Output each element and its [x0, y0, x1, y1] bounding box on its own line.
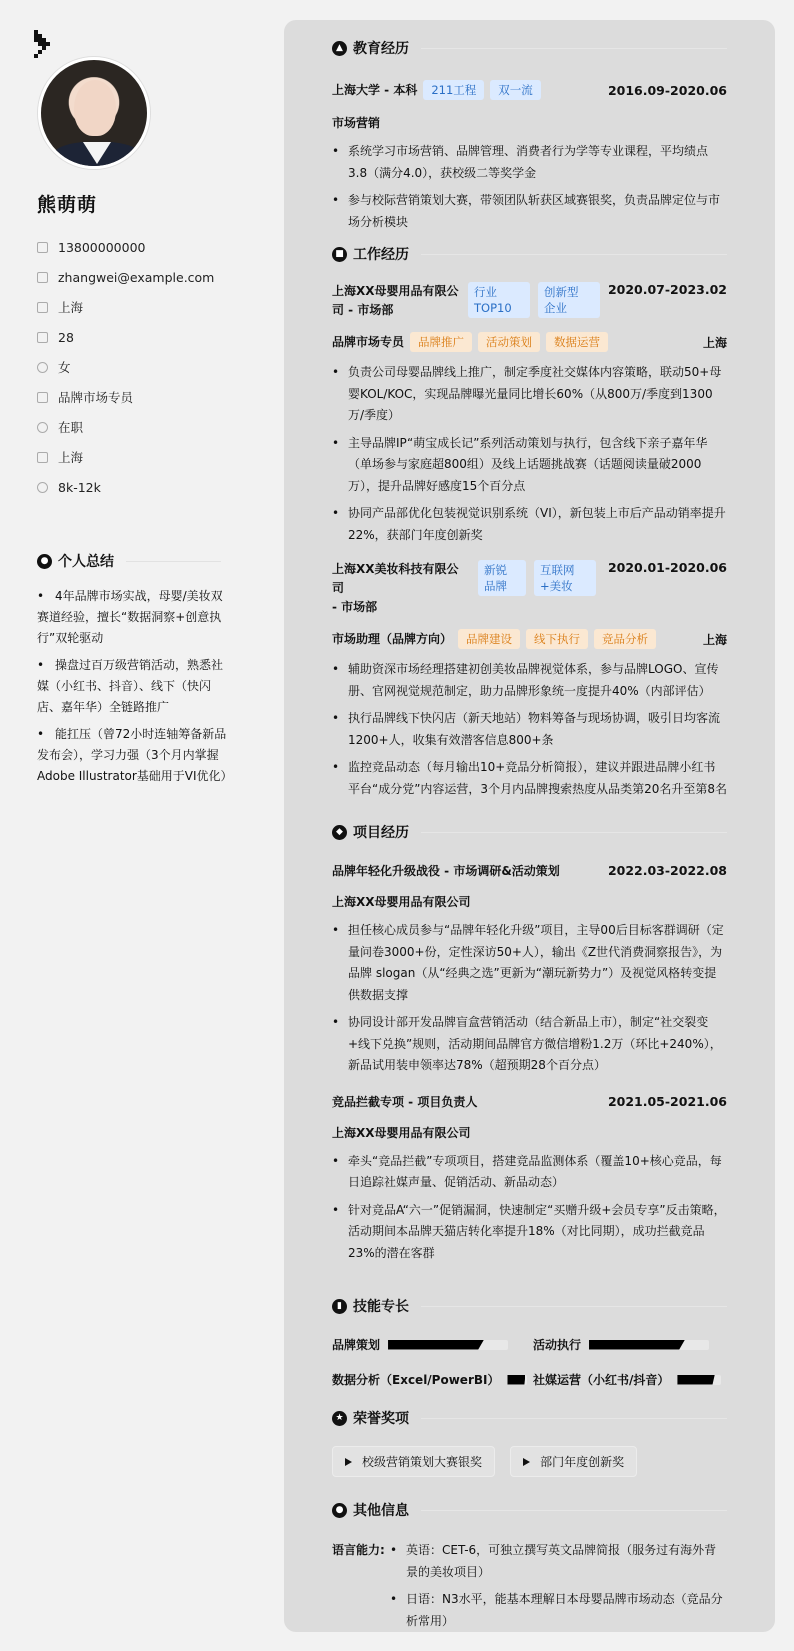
tag: 新锐 品牌	[478, 560, 526, 596]
avatar	[38, 57, 150, 169]
role: 品牌市场专员	[332, 335, 405, 349]
skill-item: 品牌策划	[332, 1336, 533, 1353]
list-item: • 主导品牌IP“萌宝成长记”系列活动策划与执行，包含线下亲子嘉年华（单场参与家庭超800组）及线上话题挑战赛（话题阅读量破2000万），提升品牌好感度15个百分点	[332, 433, 727, 498]
list-item: • 执行品牌线下快闪店（新天地站）物料筹备与现场协调，吸引日均客流1200+人，收集有效潜客信息800+条	[332, 708, 727, 751]
list-item: • 辅助资深市场经理搭建初创美妆品牌视觉体系，参与品牌LOGO、宣传册、官网视觉规范制定，助力品牌形象统一度提升40%（内部评估）	[332, 659, 727, 702]
section-title: 荣誉奖项	[353, 1411, 409, 1427]
tag: 211工程	[423, 80, 484, 100]
tag: 品牌建设	[458, 629, 520, 649]
age-icon	[37, 332, 48, 343]
tag: 竞品分析	[594, 629, 656, 649]
tag: 行业 TOP10	[468, 282, 530, 318]
info-icon: ●	[332, 1503, 347, 1518]
skill-bar-fill	[589, 1340, 685, 1350]
list-item: • 参与校际营销策划大赛，带领团队斩获区域赛银奖，负责品牌定位与市场分析模块	[332, 190, 727, 233]
award-item: 部门年度创新奖	[510, 1446, 637, 1477]
skill-item: 数据分析（Excel/PowerBI）	[332, 1371, 533, 1388]
award-icon: ★	[332, 1411, 347, 1426]
project-bullets	[332, 1151, 727, 1265]
contact-info-list	[37, 232, 214, 502]
job-bullets	[332, 362, 727, 546]
list-item: • 操盘过百万级营销活动，熟悉社媒（小红书、抖音）、线下（快闪店、嘉年华）全链路推广	[37, 658, 224, 714]
tag: 创新型 企业	[538, 282, 600, 318]
phone-icon	[37, 242, 48, 253]
tag: 双一流	[490, 80, 541, 100]
date-range: 2020.01-2020.06	[607, 560, 727, 575]
tag: 数据运营	[546, 332, 608, 352]
list-item: • 担任核心成员参与“品牌年轻化升级”项目，主导00后目标客群调研（定量问卷3000+份，定性深访50+人），输出《Z世代消费洞察报告》，为品牌 slogan（从“经典之选”更新为“潮玩新势力”）及视觉风格转变提供数据支撑	[332, 920, 727, 1006]
other-section	[332, 1500, 727, 1632]
role: 市场助理（品牌方向）	[332, 632, 453, 646]
language-list	[390, 1540, 727, 1632]
list-item: • 负责公司母婴品牌线上推广，制定季度社交媒体内容策略，联动50+母婴KOL/KOC，实现品牌曝光量同比增长60%（从800万/季度到1300万/季度）	[332, 362, 727, 427]
grid-icon: ◆	[332, 825, 347, 840]
tag: 互联网 +美妆	[534, 560, 596, 596]
info-item-home: 上海	[37, 292, 214, 322]
awards-section	[332, 1408, 727, 1477]
project-name: 竞品拦截专项 - 项目负责人	[332, 1094, 478, 1109]
projects-section	[332, 822, 727, 1264]
info-item-gender: 女	[37, 352, 214, 382]
skill-bar-fill	[507, 1375, 525, 1385]
company-name: 上海XX母婴用品有限公 司 - 市场部	[332, 284, 459, 317]
list-item: • 日语：N3水平，能基本理解日本母婴品牌市场动态（竞品分析常用）	[390, 1589, 727, 1632]
summary-heading: ● 个人总结	[37, 551, 221, 571]
info-item-phone: 13800000000	[37, 232, 214, 262]
chart-icon: ▮	[332, 1299, 347, 1314]
project-bullets	[332, 920, 727, 1077]
info-item-position: 品牌市场专员	[37, 382, 214, 412]
status-icon	[37, 422, 48, 433]
info-item-salary: 8k-12k	[37, 472, 214, 502]
tag: 线下执行	[526, 629, 588, 649]
project-name: 品牌年轻化升级战役 - 市场调研&活动策划	[332, 864, 560, 878]
skills-section	[332, 1296, 727, 1388]
date-range: 2021.05-2021.06	[607, 1093, 727, 1109]
play-icon	[345, 1458, 352, 1466]
section-title: 其他信息	[353, 1503, 409, 1519]
tag: 品牌推广	[410, 332, 472, 352]
work-section	[332, 244, 727, 800]
logo-icon	[34, 30, 52, 58]
salary-icon	[37, 482, 48, 493]
job-city: 上海	[702, 632, 727, 647]
home-icon	[37, 302, 48, 313]
mail-icon	[37, 272, 48, 283]
tag: 活动策划	[478, 332, 540, 352]
job-city: 上海	[702, 335, 727, 350]
section-title: 技能专长	[353, 1299, 409, 1315]
list-item: • 协同产品部优化包装视觉识别系统（VI），新包装上市后产品动销率提升22%，获部门年度创新奖	[332, 503, 727, 546]
list-item: • 监控竞品动态（每月输出10+竞品分析简报），建议并跟进品牌小红书平台“成分党”内容运营，3个月内品牌搜索热度从品类第20名升至第8名	[332, 757, 727, 800]
graduation-icon: ▲	[332, 41, 347, 56]
summary-list	[37, 586, 233, 793]
info-item-city: 上海	[37, 442, 214, 472]
project-org: 上海XX母婴用品有限公司	[332, 895, 471, 909]
list-item: • 针对竞品A“六一”促销漏洞，快速制定“买赠升级+会员专享”反击策略，活动期间本品牌天猫店转化率提升18%（对比同期），成功拦截竞品23%的潜在客群	[332, 1200, 727, 1265]
list-item: • 4年品牌市场实战，母婴/美妆双赛道经验，擅长“数据洞察+创意执行”双轮驱动	[37, 589, 223, 645]
skill-item: 社媒运营（小红书/抖音）	[533, 1371, 721, 1388]
job-bullets	[332, 659, 727, 800]
skill-bar-fill	[388, 1340, 484, 1350]
company-name: 上海XX美妆科技有限公司 - 市场部	[332, 562, 459, 614]
info-item-age: 28	[37, 322, 214, 352]
date-range: 2020.07-2023.02	[607, 282, 727, 297]
play-icon	[523, 1458, 530, 1466]
award-item: 校级营销策划大赛银奖	[332, 1446, 495, 1477]
info-item-status: 在职	[37, 412, 214, 442]
send-icon	[37, 392, 48, 403]
skill-bar-fill	[677, 1375, 714, 1385]
school-name: 上海大学 - 本科	[332, 83, 418, 97]
user-icon: ●	[37, 554, 52, 569]
gender-icon	[37, 362, 48, 373]
project-org: 上海XX母婴用品有限公司	[332, 1125, 471, 1140]
date-range: 2022.03-2022.08	[607, 863, 727, 878]
education-section	[332, 38, 727, 233]
city-icon	[37, 452, 48, 463]
candidate-name: 熊萌萌	[37, 194, 98, 216]
section-title: 教育经历	[353, 41, 409, 57]
list-item: • 系统学习市场营销、品牌管理、消费者行为学等专业课程，平均绩点3.8（满分4.0），获校级二等奖学金	[332, 141, 727, 184]
info-item-email: zhangwei@example.com	[37, 262, 214, 292]
list-item: • 协同设计部开发品牌盲盒营销活动（结合新品上市），制定“社交裂变+线下兑换”规则，活动期间品牌官方微信增粉1.2万（环比+240%），新品试用装申领率达78%（超预期28个百分点）	[332, 1012, 727, 1077]
briefcase-icon: ■	[332, 247, 347, 262]
skill-item: 活动执行	[533, 1336, 709, 1353]
major: 市场营销	[332, 116, 381, 130]
main-panel	[284, 20, 775, 1632]
list-item: • 牵头“竞品拦截”专项项目，搭建竞品监测体系（覆盖10+核心竞品，每日追踪社媒声量、促销活动、新品动态）	[332, 1151, 727, 1194]
date-range: 2016.09-2020.06	[607, 82, 727, 98]
section-title: 工作经历	[353, 247, 409, 263]
list-item: • 英语：CET-6，可独立撰写英文品牌简报（服务过有海外背景的美妆项目）	[390, 1540, 727, 1583]
section-title: 项目经历	[353, 825, 409, 841]
education-bullets	[332, 141, 727, 233]
language-label: 语言能力:	[332, 1543, 385, 1557]
list-item: • 能扛压（曾72小时连轴筹备新品发布会），学习力强（3个月内掌握Adobe Illustrator基础用于VI优化）	[37, 727, 233, 783]
